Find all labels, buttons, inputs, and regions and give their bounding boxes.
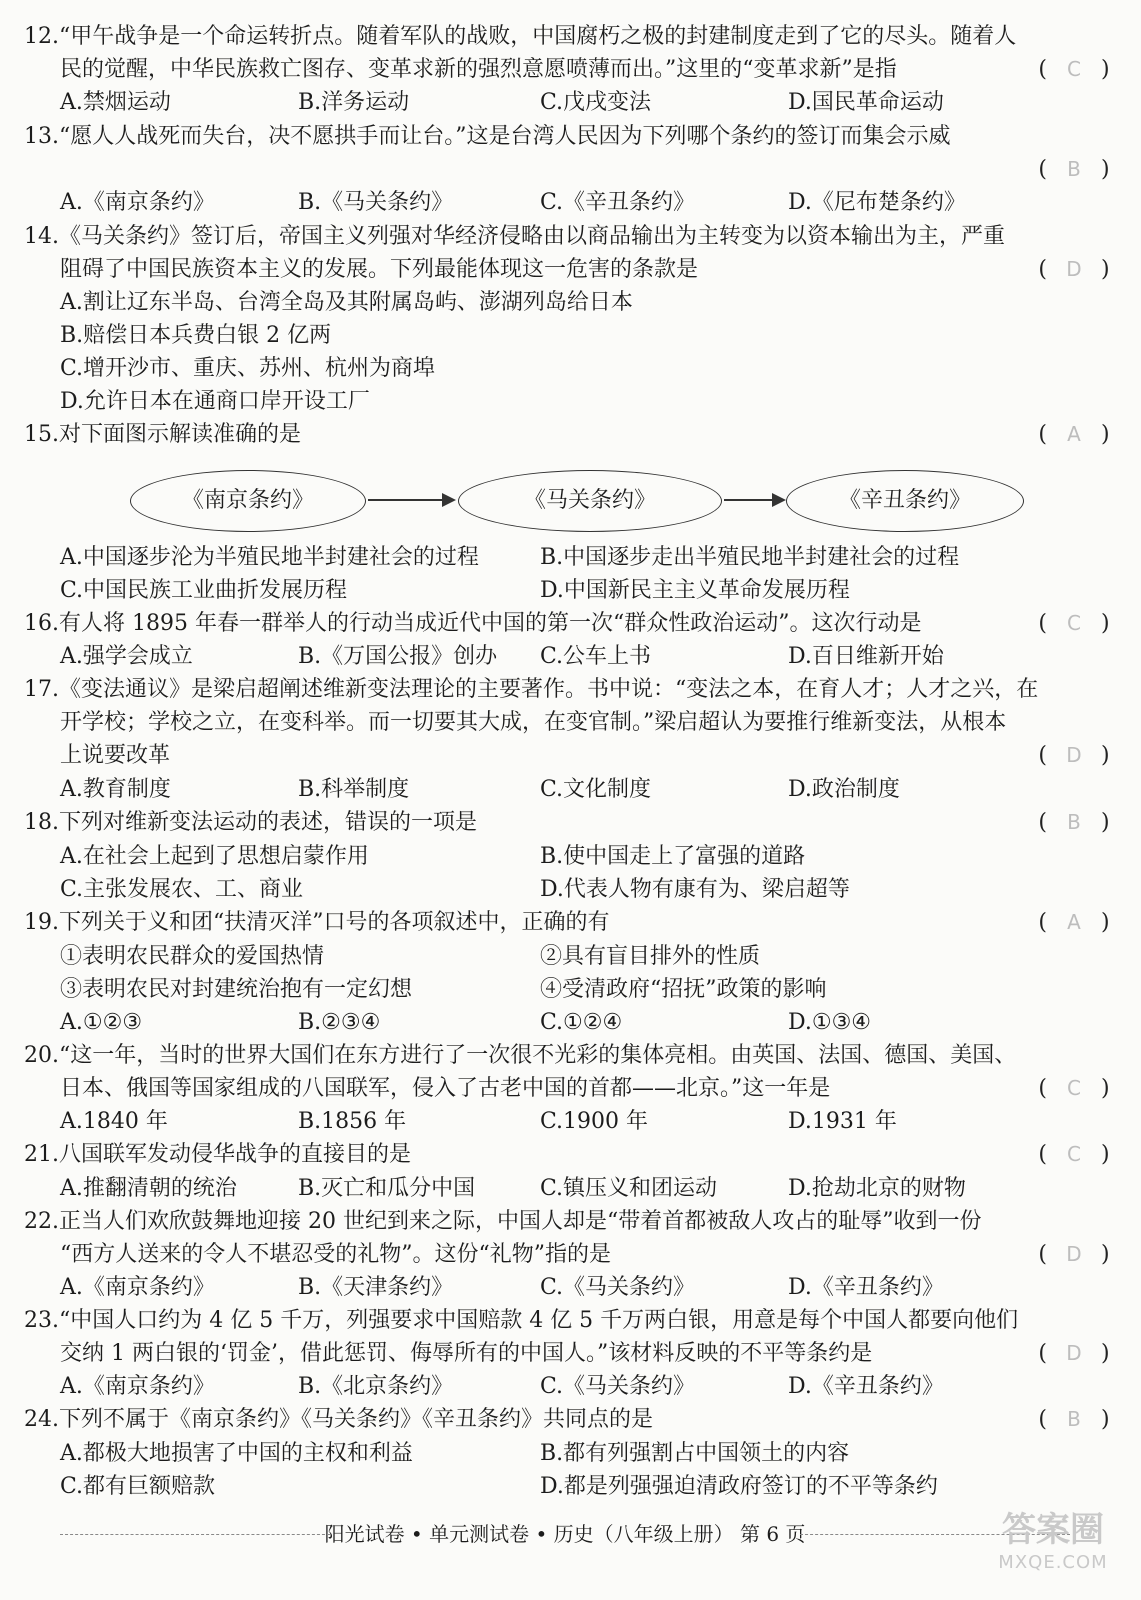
option: B.②③④	[298, 1010, 381, 1035]
option: C.《马关条约》	[540, 1374, 696, 1399]
question-stem-cont: 上说要改革	[60, 743, 171, 768]
option: D.允许日本在通商口岸开设工厂	[60, 389, 370, 414]
answer-letter: C	[1067, 1142, 1081, 1166]
diagram-node: 《南京条约》	[130, 470, 366, 532]
question-stem-cont: 开学校；学校之立，在变科举。而一切要其大成，在变官制。”梁启超认为要推行维新变法，从根本	[60, 710, 1007, 735]
question-stem: 15.对下面图示解读准确的是	[24, 422, 301, 447]
question-stem: 23.“中国人口约为 4 亿 5 千万，列强要求中国赔款 4 亿 5 千万两白银，用意是每个中国人都要向他们	[24, 1308, 1019, 1333]
answer-letter: B	[1067, 157, 1081, 181]
option: B.灭亡和瓜分中国	[298, 1176, 476, 1201]
watermark-url: MXQE.COM	[998, 1552, 1108, 1573]
question-stem: 13.“愿人人战死而失台，决不愿拱手而让台。”这是台湾人民因为下列哪个条约的签订而集会示威	[24, 124, 951, 149]
question-20	[22, 1039, 1122, 1105]
option: A.①②③	[60, 1010, 143, 1035]
diagram-node: 《马关条约》	[458, 470, 722, 532]
option: C.①②④	[540, 1010, 623, 1035]
arrow-right-icon	[368, 499, 454, 501]
answer-paren: ( A )	[1026, 906, 1122, 939]
option: A.1840 年	[60, 1109, 168, 1134]
statement: ④受清政府“招抚”政策的影响	[540, 977, 827, 1002]
answer-paren: ( C )	[1026, 1072, 1122, 1105]
answer-paren: ( D )	[1026, 1238, 1122, 1271]
question-stem: 18.下列对维新变法运动的表述，错误的一项是	[24, 810, 477, 835]
question-stem-cont: 交纳 1 两白银的‘罚金’，借此惩罚、侮辱所有的中国人。”该材料反映的不平等条约是	[60, 1341, 873, 1366]
question-15	[22, 418, 1122, 451]
option: C.都有巨额赔款	[60, 1474, 216, 1499]
question-stem: 22.正当人们欢欣鼓舞地迎接 20 世纪到来之际，中国人却是“带着首都被敌人攻占的耻辱”收到一份	[24, 1209, 982, 1234]
answer-letter: C	[1067, 57, 1081, 81]
option: C.主张发展农、工、商业	[60, 877, 304, 902]
question-stem: 24.下列不属于《南京条约》《马关条约》《辛丑条约》共同点的是	[24, 1407, 653, 1432]
treaty-flow-diagram	[130, 470, 1030, 534]
question-17	[22, 673, 1122, 772]
question-14	[22, 220, 1122, 286]
option: A.割让辽东半岛、台湾全岛及其附属岛屿、澎湖列岛给日本	[60, 290, 633, 315]
option: C.公车上书	[540, 644, 652, 669]
question-13	[22, 120, 1122, 182]
option: B.《马关条约》	[298, 190, 454, 215]
question-stem: 14.《马关条约》签订后，帝国主义列强对华经济侵略由以商品输出为主转变为以资本输出为主，严重	[24, 224, 1005, 249]
option: D.抢劫北京的财物	[788, 1176, 966, 1201]
answer-paren: ( B )	[1026, 1403, 1122, 1436]
answer-paren: ( D )	[1026, 739, 1122, 772]
option: C.增开沙市、重庆、苏州、杭州为商埠	[60, 356, 436, 381]
option: D.①③④	[788, 1010, 872, 1035]
option: A.都极大地损害了中国的主权和利益	[60, 1441, 413, 1466]
answer-letter: D	[1066, 1242, 1082, 1266]
diagram-node: 《辛丑条约》	[786, 470, 1024, 532]
question-stem-cont: 民的觉醒，中华民族救亡图存、变革求新的强烈意愿喷薄而出。”这里的“变革求新”是指	[60, 57, 897, 82]
option: A.中国逐步沦为半殖民地半封建社会的过程	[60, 545, 479, 570]
question-stem: 12.“甲午战争是一个命运转折点。随着军队的战败，中国腐朽之极的封建制度走到了它的尽头。随着人	[24, 24, 1017, 49]
option: D.百日维新开始	[788, 644, 944, 669]
option: C.戊戌变法	[540, 90, 652, 115]
option: A.推翻清朝的统治	[60, 1176, 237, 1201]
question-stem: 21.八国联军发动侵华战争的直接目的是	[24, 1142, 411, 1167]
answer-letter: A	[1067, 422, 1081, 446]
answer-paren: ( B )	[1026, 806, 1122, 839]
answer-letter: C	[1067, 1076, 1081, 1100]
question-12	[22, 20, 1122, 86]
statement: ①表明农民群众的爱国热情	[60, 944, 325, 969]
option: D.《辛丑条约》	[788, 1275, 944, 1300]
option: B.使中国走上了富强的道路	[540, 844, 806, 869]
answer-paren: ( D )	[1026, 253, 1122, 286]
answer-letter: A	[1067, 910, 1081, 934]
option: B.中国逐步走出半殖民地半封建社会的过程	[540, 545, 960, 570]
answer-paren: ( C )	[1026, 1138, 1122, 1171]
answer-letter: D	[1066, 257, 1082, 281]
answer-paren: ( C )	[1026, 607, 1122, 640]
question-16	[22, 607, 1122, 640]
option: A.教育制度	[60, 777, 171, 802]
option: A.在社会上起到了思想启蒙作用	[60, 844, 369, 869]
answer-paren: ( A )	[1026, 418, 1122, 451]
option: A.强学会成立	[60, 644, 193, 669]
option: D.代表人物有康有为、梁启超等	[540, 877, 850, 902]
option: D.中国新民主主义革命发展历程	[540, 578, 850, 603]
answer-letter: B	[1067, 1407, 1081, 1431]
option: D.《尼布楚条约》	[788, 190, 966, 215]
option: A.《南京条约》	[60, 1374, 215, 1399]
answer-letter: B	[1067, 810, 1081, 834]
question-22	[22, 1205, 1122, 1271]
page-footer	[60, 1514, 1070, 1554]
answer-letter: D	[1066, 1341, 1082, 1365]
site-watermark	[973, 1508, 1133, 1588]
question-stem-cont: “西方人送来的令人不堪忍受的礼物”。这份“礼物”指的是	[60, 1242, 611, 1267]
option: A.《南京条约》	[60, 190, 215, 215]
watermark-logo: 答案圈	[1002, 1510, 1104, 1550]
option: C.镇压义和团运动	[540, 1176, 718, 1201]
question-stem-cont: 日本、俄国等国家组成的八国联军，侵入了古老中国的首都——北京。”这一年是	[60, 1076, 831, 1101]
question-24	[22, 1403, 1122, 1436]
option: B.洋务运动	[298, 90, 410, 115]
option: B.赔偿日本兵费白银 2 亿两	[60, 323, 332, 348]
option: D.《辛丑条约》	[788, 1374, 944, 1399]
question-stem: 17.《变法通议》是梁启超阐述维新变法理论的主要著作。书中说：“变法之本，在育人才；人才之兴，在	[24, 677, 1039, 702]
option: C.1900 年	[540, 1109, 649, 1134]
option: C.中国民族工业曲折发展历程	[60, 578, 348, 603]
option: B.科举制度	[298, 777, 410, 802]
answer-paren: ( B )	[1026, 153, 1122, 186]
question-23	[22, 1304, 1122, 1370]
option: A.禁烟运动	[60, 90, 171, 115]
answer-letter: C	[1067, 611, 1081, 635]
option: D.都是列强强迫清政府签订的不平等条约	[540, 1474, 938, 1499]
statement: ③表明农民对封建统治抱有一定幻想	[60, 977, 413, 1002]
statement: ②具有盲目排外的性质	[540, 944, 761, 969]
question-19	[22, 906, 1122, 939]
question-stem: 16.有人将 1895 年春一群举人的行动当成近代中国的第一次“群众性政治运动”。这次行动是	[24, 611, 922, 636]
option: B.《万国公报》创办	[298, 644, 498, 669]
option: D.1931 年	[788, 1109, 897, 1134]
option: D.政治制度	[788, 777, 900, 802]
question-stem-cont: 阻碍了中国民族资本主义的发展。下列最能体现这一危害的条款是	[60, 257, 699, 282]
answer-paren: ( D )	[1026, 1337, 1122, 1370]
option: C.文化制度	[540, 777, 652, 802]
option: C.《辛丑条约》	[540, 190, 696, 215]
option: B.《北京条约》	[298, 1374, 454, 1399]
option: B.1856 年	[298, 1109, 407, 1134]
question-stem: 20.“这一年，当时的世界大国们在东方进行了一次很不光彩的集体亮相。由英国、法国、德国、美国、	[24, 1043, 1017, 1068]
answer-letter: D	[1066, 743, 1082, 767]
option: B.都有列强割占中国领土的内容	[540, 1441, 850, 1466]
question-18	[22, 806, 1122, 839]
option: B.《天津条约》	[298, 1275, 454, 1300]
arrow-right-icon	[724, 499, 784, 501]
question-stem: 19.下列关于义和团“扶清灭洋”口号的各项叙述中，正确的有	[24, 910, 610, 935]
question-21	[22, 1138, 1122, 1171]
answer-paren: ( C )	[1026, 53, 1122, 86]
footer-divider	[60, 1534, 330, 1535]
option: D.国民革命运动	[788, 90, 944, 115]
option: C.《马关条约》	[540, 1275, 696, 1300]
footer-text: 阳光试卷 • 单元测试卷 • 历史（八年级上册） 第 6 页	[324, 1522, 806, 1546]
option: A.《南京条约》	[60, 1275, 215, 1300]
